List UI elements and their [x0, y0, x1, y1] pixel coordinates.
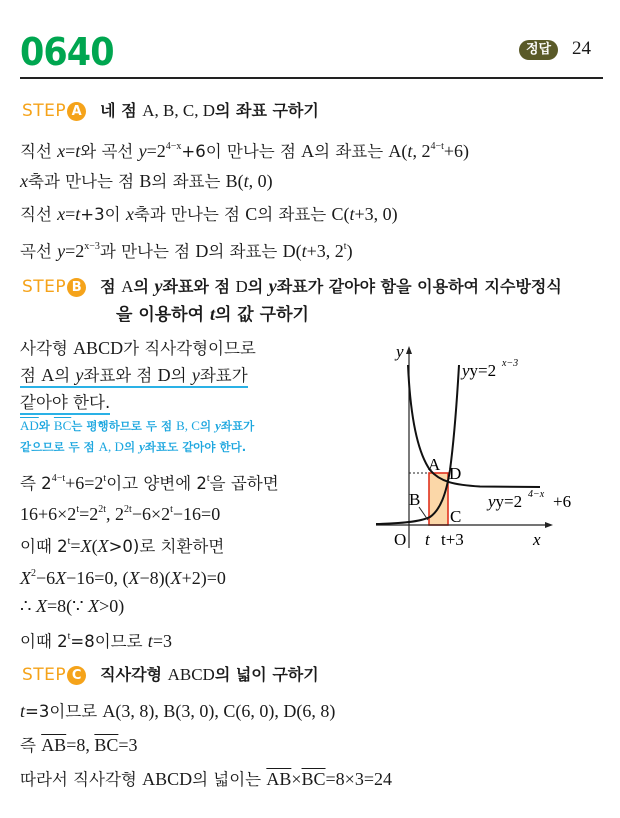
equation-2: $16+6\times 2^t=2^{2t}$, $2^{2t}-6\times 2^t-16=0$	[20, 504, 221, 524]
step-b-badge: B	[67, 278, 86, 297]
equation-3: 이때 $2^t=X(X>0)$로 치환하면	[20, 536, 225, 556]
header-divider	[20, 77, 603, 79]
step-c-heading	[22, 662, 319, 685]
note-line-2: 같으므로 두 점 A, D의 y좌표도 같아야 한다.	[20, 439, 247, 454]
step-b-line-2: 점 A의 y좌표와 점 D의 y좌표가	[20, 364, 248, 387]
problem-number: 0640	[20, 30, 114, 74]
svg-text:O: O	[394, 530, 407, 549]
svg-text:C: C	[450, 507, 462, 526]
equation-6: 이때 $2^t=8$이므로 t=3	[20, 631, 172, 651]
step-a-heading	[22, 98, 319, 121]
svg-text:yy=2: yy=2	[462, 361, 497, 380]
step-a-title: 네 점 A, B, C, D의 좌표 구하기	[100, 101, 319, 120]
answer-value: 24	[572, 38, 591, 59]
svg-text:yy=2: yy=2	[488, 492, 523, 511]
answer-badge: 정답	[519, 40, 558, 60]
svg-text:+6: +6	[553, 492, 572, 511]
svg-text:t+3: t+3	[441, 530, 464, 549]
equation-4: $X^2-6X-16=0$, (X−8)(X+2)=0	[20, 568, 226, 588]
svg-text:A: A	[428, 455, 441, 474]
step-a-badge: A	[67, 102, 86, 121]
step-a-line-3: 직선 x=t+3이 x축과 만나는 점 C의 좌표는 C(t+3, 0)	[20, 204, 398, 224]
step-label: STEP	[22, 101, 67, 121]
svg-text:t: t	[425, 530, 430, 549]
step-a-line-2: x축과 만나는 점 B의 좌표는 B(t, 0)	[20, 171, 273, 191]
equation-1: 즉 $2^{4-t}+6=2^t$이고 양변에 2$^t$을 곱하면	[20, 473, 279, 493]
step-a-line-1: 직선 x=t와 곡선 $y=2^{4-x}+6$이 만나는 점 A의 좌표는 A(t, $2^{4-t}+6$)	[20, 141, 470, 161]
step-b-line-1: 사각형 ABCD가 직사각형이므로	[20, 338, 256, 358]
step-c-line-2: 즉 $\overline{AB}=8$, $\overline{BC}=3$	[20, 735, 138, 755]
step-b-title-line-2: 을 이용하여 t의 값 구하기	[116, 304, 309, 325]
svg-text:x−3: x−3	[502, 358, 519, 369]
step-c-line-1: t=3이므로 A(3, 8), B(3, 0), C(6, 0), D(6, 8)	[20, 701, 336, 721]
step-b-title-line-1: 점 A의 y좌표와 점 D의 y좌표가 같아야 함을 이용하여 지수방정식	[100, 276, 562, 296]
exponential-graph	[370, 335, 610, 550]
step-label: STEP	[22, 277, 67, 297]
step-b-heading	[22, 274, 562, 297]
equation-5: ∴ X=8(∵ X>0)	[20, 596, 125, 616]
svg-text:4−x: 4−x	[528, 489, 545, 500]
step-label: STEP	[22, 665, 67, 685]
svg-text:D: D	[449, 464, 462, 483]
step-c-line-3: 따라서 직사각형 ABCD의 넓이는 $\overline{AB}\times\overline{BC}=8\times 3=24$	[20, 769, 392, 789]
step-c-title: 직사각형 ABCD의 넓이 구하기	[100, 665, 319, 684]
step-b-line-3: 같아야 한다.	[20, 392, 110, 414]
note-line-1: $\overline{AD}$와 $\overline{BC}$는 평행하므로 두 점 B, C의 y좌표가	[20, 418, 255, 433]
svg-text:x: x	[533, 530, 541, 549]
svg-text:B: B	[409, 490, 421, 509]
svg-text:y: y	[396, 342, 404, 361]
step-c-badge: C	[67, 666, 86, 685]
step-a-line-4: 곡선 $y=2^{x-3}$과 만나는 점 D의 좌표는 D(t+3, 2$^t$)	[20, 241, 353, 261]
